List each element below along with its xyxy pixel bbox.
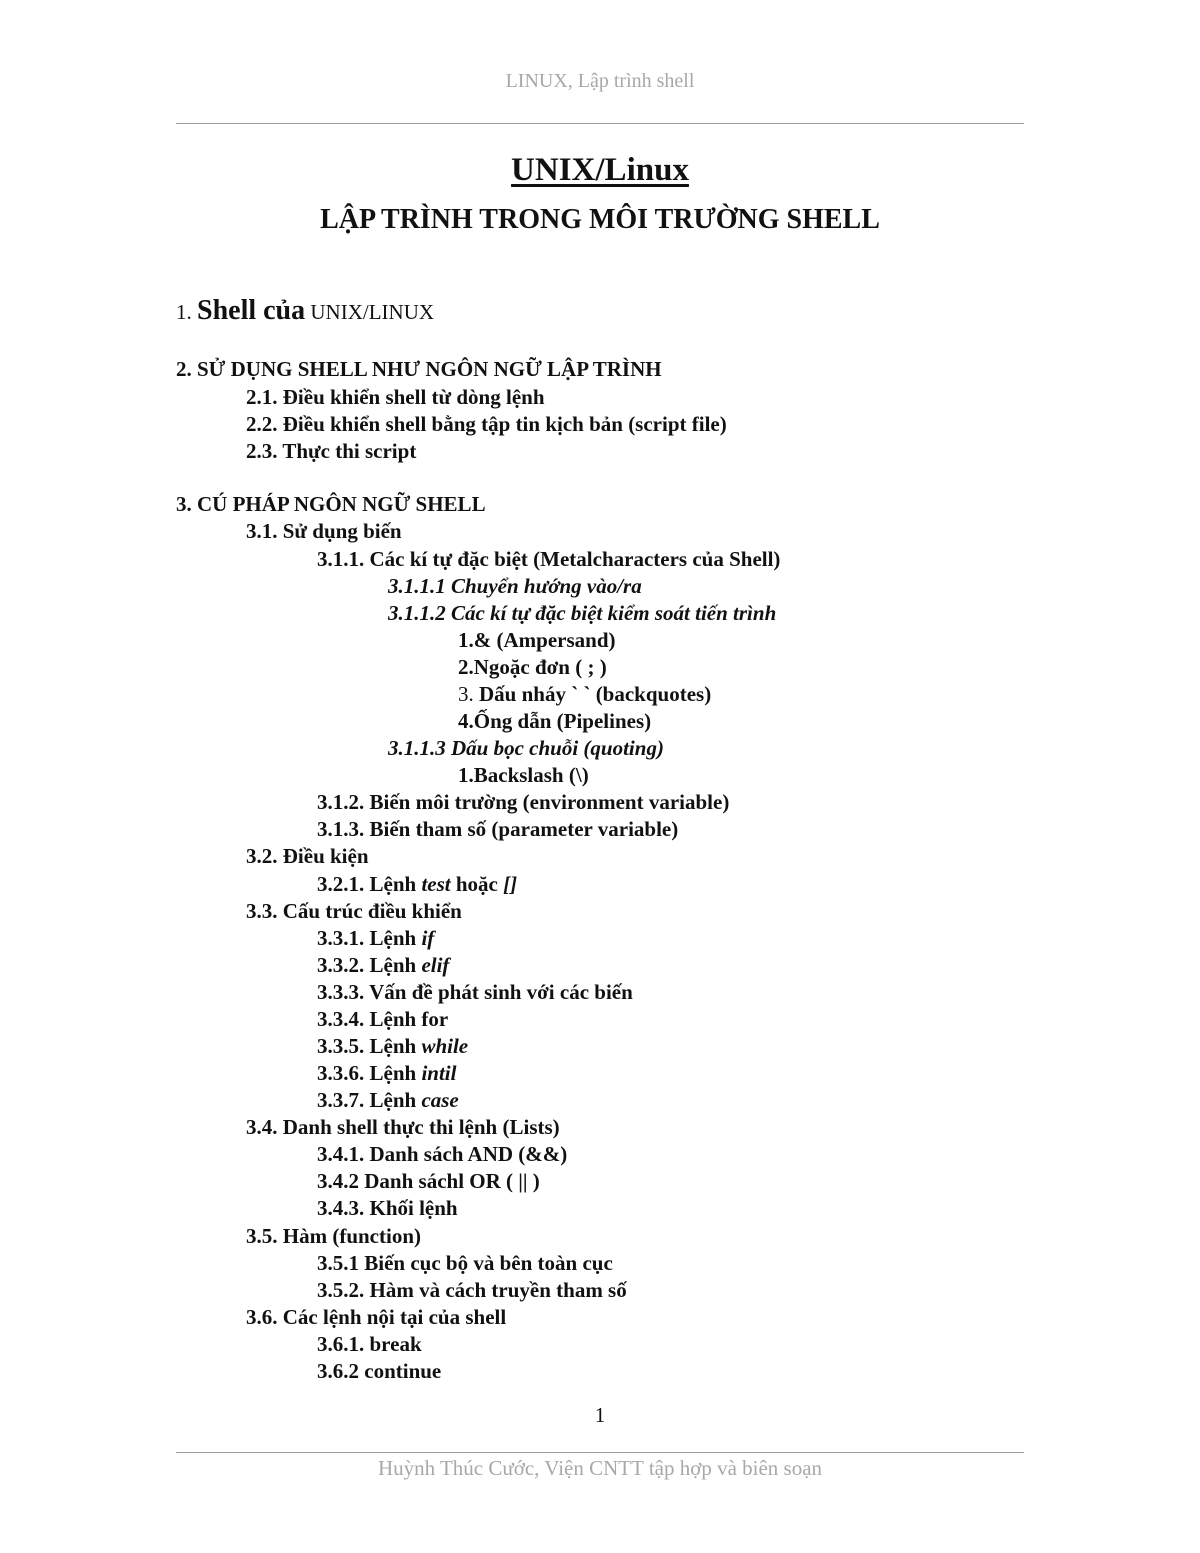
toc-item-3-3-3: 3.3.3. Vấn đề phát sinh với các biến bbox=[317, 980, 633, 1004]
page-number: 1 bbox=[594, 1403, 606, 1427]
toc-item-3-3-5-prefix: 3.3.5. Lệnh bbox=[317, 1034, 422, 1058]
toc-item-3-2-1-prefix: 3.2.1. Lệnh bbox=[317, 872, 422, 896]
toc-item-3-6-2: 3.6.2 continue bbox=[317, 1359, 442, 1383]
toc-item-3-2-1-connector: hoặc bbox=[450, 872, 504, 896]
toc-item-2: 2. SỬ DỤNG SHELL NHƯ NGÔN NGỮ LẬP TRÌNH bbox=[176, 357, 662, 381]
document-subtitle: LẬP TRÌNH TRONG MÔI TRƯỜNG SHELL bbox=[320, 204, 880, 235]
toc-item-3-3-1 bbox=[317, 925, 434, 952]
toc-item-3-1-3: 3.1.3. Biến tham số (parameter variable) bbox=[317, 817, 679, 841]
toc-item-3-5-1: 3.5.1 Biến cục bộ và bên toàn cục bbox=[317, 1251, 613, 1275]
toc-item-3-1: 3.1. Sử dụng biến bbox=[246, 519, 402, 543]
toc-item-1 bbox=[176, 297, 434, 326]
toc-item-1-label: Shell của bbox=[197, 295, 306, 326]
toc-item-3-3-6 bbox=[317, 1060, 456, 1087]
page-footer: Huỳnh Thúc Cước, Viện CNTT tập hợp và biên soạn bbox=[377, 1456, 823, 1480]
toc-item-2-2: 2.2. Điều khiển shell bằng tập tin kịch bản (script file) bbox=[246, 412, 727, 436]
toc-item-3-3-1-keyword: if bbox=[421, 926, 435, 950]
toc-item-3-1-2: 3.1.2. Biến môi trường (environment variable) bbox=[317, 790, 730, 814]
toc-item-backquotes bbox=[458, 681, 711, 708]
toc-item-3-3-2 bbox=[317, 952, 449, 979]
toc-item-2-3: 2.3. Thực thi script bbox=[246, 439, 417, 463]
toc-item-3-2-1 bbox=[317, 871, 517, 898]
toc-item-backquotes-number: 3. bbox=[458, 682, 474, 706]
document-title: UNIX/Linux bbox=[511, 152, 689, 188]
toc-item-3-3-7 bbox=[317, 1087, 459, 1114]
toc-item-3-3-7-keyword: case bbox=[421, 1088, 459, 1112]
toc-item-3-4: 3.4. Danh shell thực thi lệnh (Lists) bbox=[246, 1115, 560, 1139]
toc-item-backslash: 1.Backslash (\) bbox=[458, 763, 589, 787]
page-header: LINUX, Lập trình shell bbox=[505, 70, 695, 92]
toc-item-3-3-5-keyword: while bbox=[421, 1034, 469, 1058]
toc-item-3-1-1: 3.1.1. Các kí tự đặc biệt (Metalcharacters của Shell) bbox=[317, 547, 781, 571]
toc-item-3-1-1-3: 3.1.1.3 Dấu bọc chuỗi (quoting) bbox=[388, 736, 664, 760]
toc-item-3-2-1-keyword-test: test bbox=[421, 872, 451, 896]
footer-divider bbox=[176, 1452, 1024, 1453]
toc-item-3: 3. CÚ PHÁP NGÔN NGỮ SHELL bbox=[176, 492, 486, 516]
toc-item-3-6: 3.6. Các lệnh nội tại của shell bbox=[246, 1305, 507, 1329]
toc-item-pipelines: 4.Ống dẫn (Pipelines) bbox=[458, 709, 652, 733]
toc-item-3-3-1-prefix: 3.3.1. Lệnh bbox=[317, 926, 422, 950]
toc-item-3-5: 3.5. Hàm (function) bbox=[246, 1224, 421, 1248]
toc-item-3-3-2-prefix: 3.3.2. Lệnh bbox=[317, 953, 422, 977]
toc-item-3-3-6-keyword: intil bbox=[421, 1061, 457, 1085]
toc-item-3-3-6-prefix: 3.3.6. Lệnh bbox=[317, 1061, 422, 1085]
toc-item-3-2: 3.2. Điều kiện bbox=[246, 844, 369, 868]
toc-item-2-1: 2.1. Điều khiển shell từ dòng lệnh bbox=[246, 385, 545, 409]
toc-item-3-4-2: 3.4.2 Danh sáchl OR ( || ) bbox=[317, 1169, 540, 1193]
toc-item-3-4-3: 3.4.3. Khối lệnh bbox=[317, 1196, 458, 1220]
toc-item-3-3: 3.3. Cấu trúc điều khiển bbox=[246, 899, 462, 923]
toc-item-3-6-1: 3.6.1. break bbox=[317, 1332, 422, 1356]
toc-item-backquotes-label: Dấu nháy ` ` (backquotes) bbox=[473, 682, 712, 706]
toc-item-3-3-5 bbox=[317, 1033, 468, 1060]
toc-item-parentheses: 2.Ngoặc đơn ( ; ) bbox=[458, 655, 607, 679]
toc-item-ampersand: 1.& (Ampersand) bbox=[458, 628, 616, 652]
toc-item-3-1-1-1: 3.1.1.1 Chuyển hướng vào/ra bbox=[388, 574, 642, 598]
toc-item-3-3-7-prefix: 3.3.7. Lệnh bbox=[317, 1088, 422, 1112]
toc-item-1-suffix: UNIX/LINUX bbox=[305, 300, 435, 324]
toc-item-3-1-1-2: 3.1.1.2 Các kí tự đặc biệt kiểm soát tiến trình bbox=[388, 601, 777, 625]
toc-item-3-4-1: 3.4.1. Danh sách AND (&&) bbox=[317, 1142, 568, 1166]
toc-item-3-3-2-keyword: elif bbox=[421, 953, 450, 977]
toc-item-3-3-4: 3.3.4. Lệnh for bbox=[317, 1007, 449, 1031]
toc-item-3-2-1-keyword-brackets: [] bbox=[503, 872, 518, 896]
toc-item-3-5-2: 3.5.2. Hàm và cách truyền tham số bbox=[317, 1278, 627, 1302]
toc-item-1-number: 1. bbox=[176, 300, 197, 324]
